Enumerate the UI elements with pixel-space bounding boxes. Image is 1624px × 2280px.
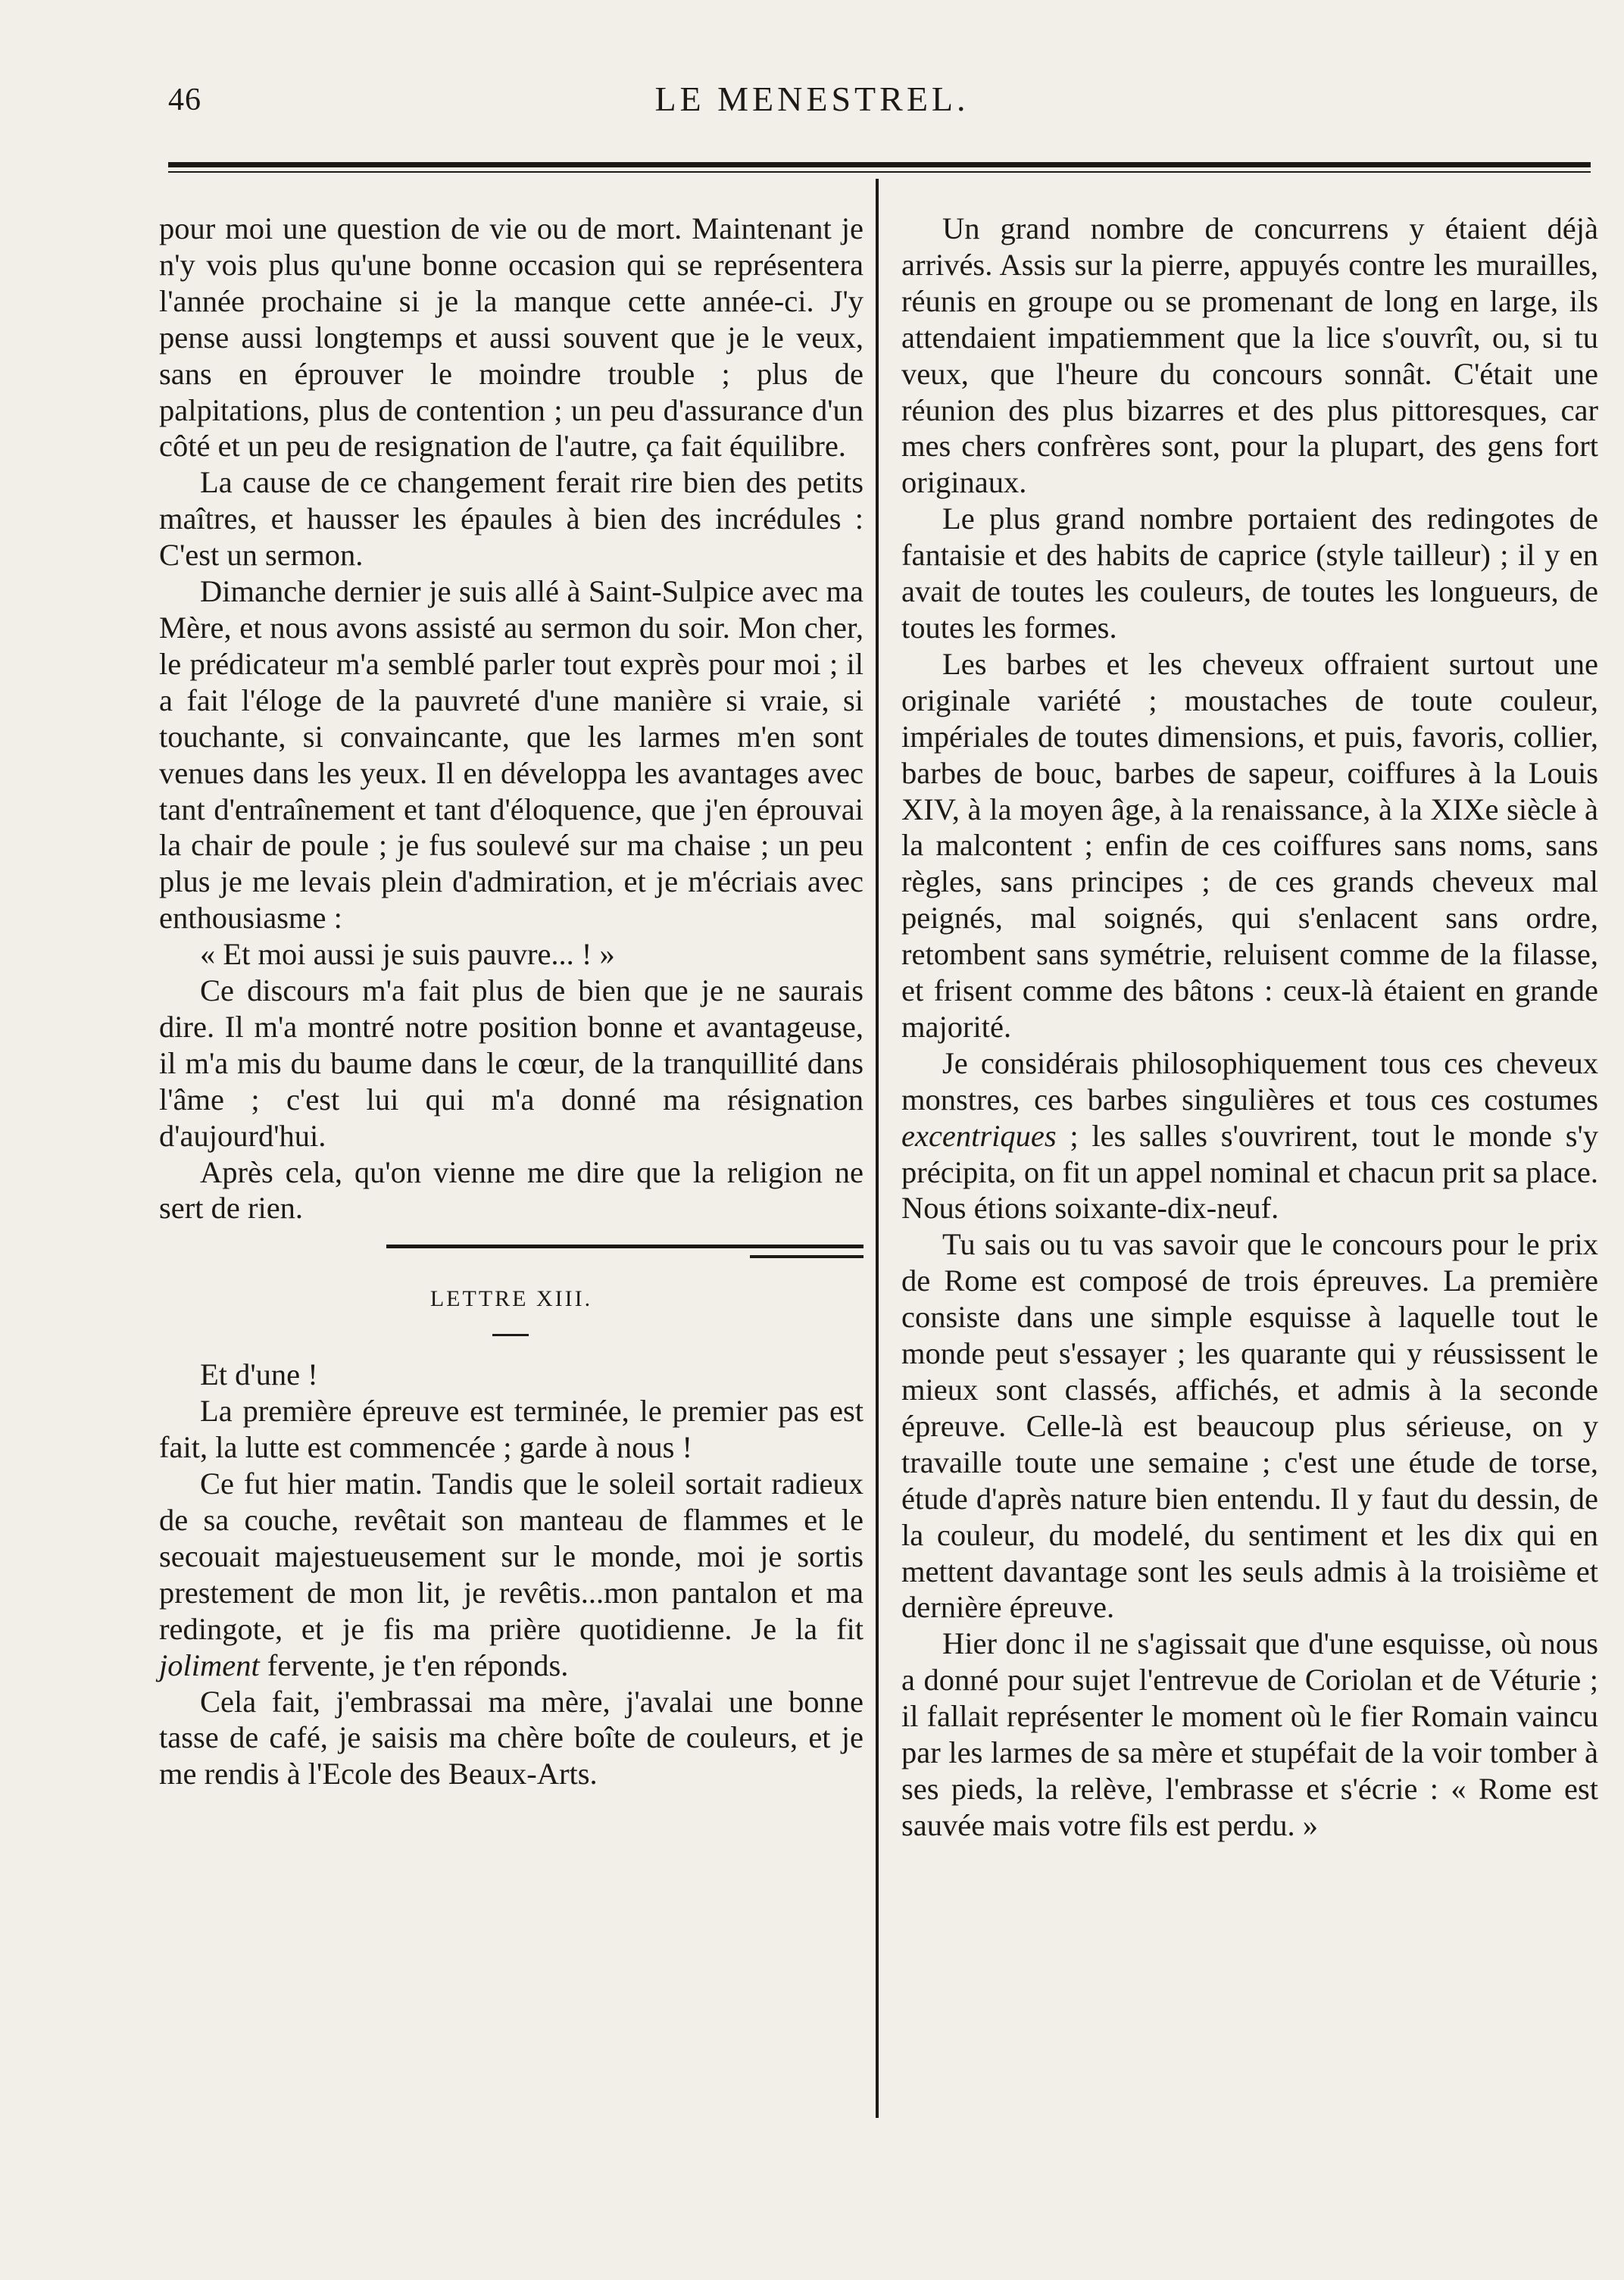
right-column [901,211,1598,1844]
text-run: Ce fut hier matin. Tandis que le soleil sortait radieux de sa couche, revêtait son manteau de flammes et le secouait majestueusement sur le monde, moi je sortis prestement de mon lit, je revêtis...mon pantalon et ma redingote, et je fis ma prière quotidienne. Je la fit [159,1466,864,1646]
paragraph: La première épreuve est terminée, le premier pas est fait, la lutte est commencée ; garde à nous ! [159,1394,864,1465]
text-run: ; les salles s'ouvrirent, tout le monde s'y précipita, on fit un appel nominal et chacun prit sa place. Nous étions soixante-dix-neuf. [901,1118,1599,1226]
heading-dash [492,1334,529,1336]
paragraph: Les barbes et les cheveux offraient surtout une originale variété ; moustaches de toute couleur, impériales de toutes dimensions, et puis, favoris, collier, barbes de bouc, barbes de sapeur, coiffures à la Louis XIV, à la moyen âge, à la renaissance, à la XIXe siècle à la malcontent ; enfin de ces coiffures sans noms, sans règles, sans principes ; de ces grands cheveux mal peignés, mal soignés, qui s'enlacent sans ordre, retombent sans symétrie, reluisent comme de la filasse, et frisent comme des bâtons : ceux-là étaient en grande majorité. [901,646,1598,1044]
section-separator [159,1226,864,1357]
paragraph: pour moi une question de vie ou de mort. Maintenant je n'y vois plus qu'une bonne occasion qui se représentera l'année prochaine si je la manque cette année-ci. J'y pense aussi longtemps et aussi souvent que je le veux, sans en éprouver le moindre trouble ; plus de palpitations, plus de contention ; un peu d'assurance d'un côté et un peu de resignation de l'autre, ça fait équilibre. [159,211,864,464]
paragraph: Cela fait, j'embrassai ma mère, j'avalai une bonne tasse de café, je saisis ma chère boîte de couleurs, et je me rendis à l'Ecole des Beaux-Arts. [159,1684,864,1791]
header-rule-thin [168,171,1591,173]
header-rule-thick [168,162,1591,167]
column-divider [876,179,879,2118]
paragraph: Après cela, qu'on vienne me dire que la religion ne sert de rien. [159,1154,864,1226]
text-run: fervente, je t'en réponds. [267,1648,569,1682]
separator-rule-short [750,1255,864,1258]
paragraph [159,1466,864,1683]
paragraph: La cause de ce changement ferait rire bien des petits maîtres, et hausser les épaules à bien des incrédules : C'est un sermon. [159,465,864,573]
left-column [159,211,864,1792]
paragraph: Ce discours m'a fait plus de bien que je ne saurais dire. Il m'a montré notre position bonne et avantageuse, il m'a mis du baume dans le cœur, de la tranquillité dans l'âme ; c'est lui qui m'a donné ma résignation d'aujourd'hui. [159,973,864,1153]
italic-word: excentriques [901,1118,1057,1153]
paragraph: Un grand nombre de concurrens y étaient déjà arrivés. Assis sur la pierre, appuyés contre les murailles, réunis en groupe ou se promenant de long en large, ils attendaient impatiemment que la lice s'ouvrît, ou, si tu veux, que l'heure du concours sonnât. C'était une réunion des plus bizarres et des plus pittoresques, car mes chers confrères sont, pour la plupart, des gens fort originaux. [901,211,1598,500]
text-run: Je considérais philosophiquement tous ces cheveux monstres, ces barbes singulières et tous ces costumes [901,1045,1598,1117]
paragraph: Tu sais ou tu vas savoir que le concours pour le prix de Rome est composé de trois épreuves. La première consiste dans une simple esquisse à laquelle tout le monde peut s'essayer ; les quarante qui y réussissent le mieux sont classés, affichés, et admis à la seconde épreuve. Celle-là est beaucoup plus sérieuse, on y travaille toute une semaine ; c'est une étude de torse, étude d'après nature bien entendu. Il y faut du dessin, de la couleur, du modelé, du sentiment et les dix qui en mettent davantage sont les seuls admis à la troisième et dernière épreuve. [901,1227,1598,1625]
paragraph: Et d'une ! [200,1357,318,1392]
paragraph [901,1045,1598,1227]
italic-word: joliment [159,1648,260,1682]
journal-title: LE MENESTREL. [654,80,970,118]
letter-heading: LETTRE XIII. [429,1286,593,1312]
paragraph: Dimanche dernier je suis allé à Saint-Sulpice avec ma Mère, et nous avons assisté au sermon du soir. Mon cher, le prédicateur m'a semblé parler tout exprès pour moi ; il a fait l'éloge de la pauvreté d'une manière si vraie, si touchante, si convaincante, que les larmes m'en sont venues dans les yeux. Il en développa les avantages avec tant d'entraînement et tant d'éloquence, que j'en éprouvai la chair de poule ; je fus soulevé sur ma chaise ; un peu plus je me levais plein d'admiration, et je m'écriais avec enthousiasme : [159,574,864,935]
paragraph: Hier donc il ne s'agissait que d'une esquisse, où nous a donné pour sujet l'entrevue de Coriolan et de Véturie ; il fallait représenter le moment où le fier Romain vaincu par les larmes de sa mère et stupéfait de la voir tomber à ses pieds, la relève, l'embrasse et s'écrie : « Rome est sauvée mais votre fils est perdu. » [901,1626,1598,1842]
paragraph: Le plus grand nombre portaient des redingotes de fantaisie et des habits de caprice (style tailleur) ; il y en avait de toutes les couleurs, de toutes les longueurs, de toutes les formes. [901,501,1598,645]
quote-line: « Et moi aussi je suis pauvre... ! » [200,937,615,972]
separator-rule [386,1245,864,1248]
page-number: 46 [168,83,201,117]
